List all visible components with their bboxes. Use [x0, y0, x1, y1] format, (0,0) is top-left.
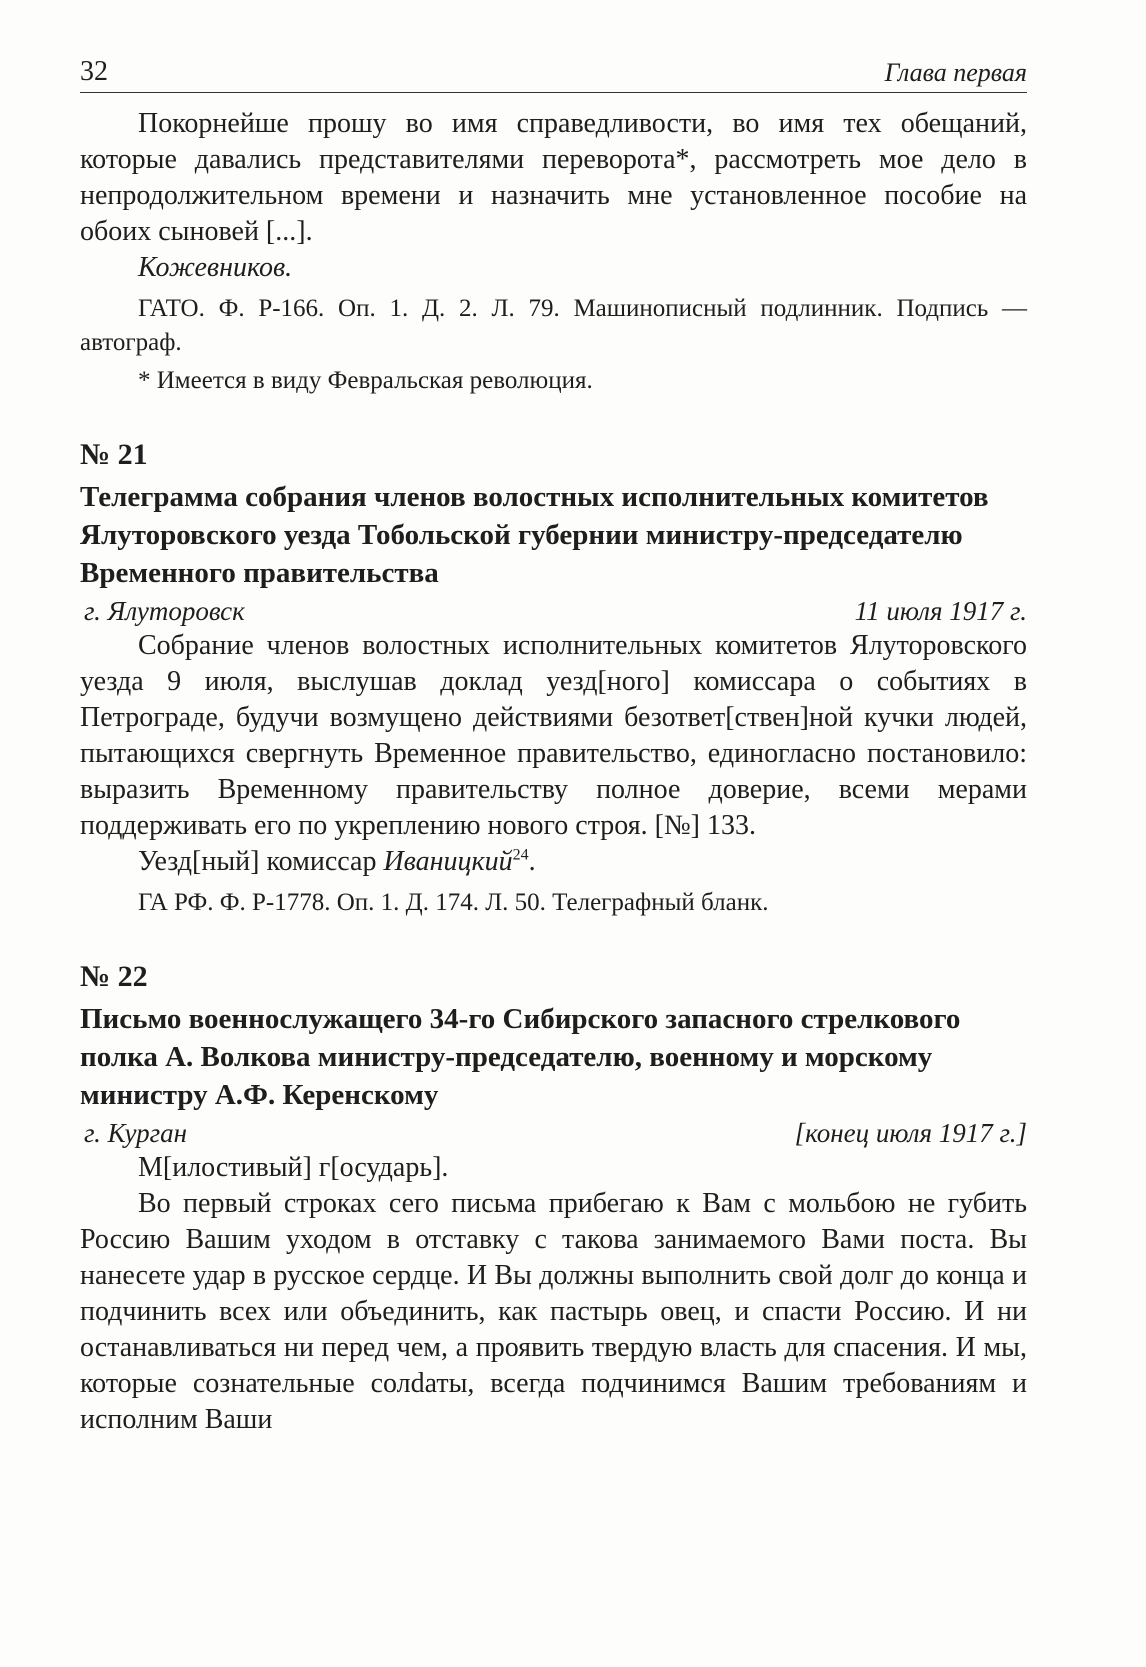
doc21-signature [80, 844, 1027, 880]
doc21-source-note: ГА РФ. Ф. Р-1778. Оп. 1. Д. 174. Л. 50. Телеграфный бланк. [138, 889, 769, 916]
doc21-place: г. Ялуторовск [84, 596, 245, 626]
doc22-paragraph: Во первый строках сего письма прибегаю к Вам с мольбою не губить Россию Вашим уходом в отставку с такова занимаемого Вами поста. Вы нанесете удар в русское сердце. И Вы должны выполнить свой долг до конца и подчинить всех или объединить, как пастырь овец, и спасти Россию. И ни останавливаться ни перед чем, а проявить твердую власть для спасения. И мы, которые сознательные солdаты, всегда подчинимся Вашим требованиям и исполним Ваши [80, 1188, 1027, 1435]
doc22-place: г. Курган [84, 1118, 188, 1148]
doc21-title: Телеграмма собрания членов волостных исполнительных комитетов Ялуторовского уезда Тобольской губернии министру-председателю Временного правительства [80, 481, 989, 589]
doc21-signature-name: Иваницкий [383, 846, 513, 877]
doc21-paragraph: Собрание членов волостных исполнительных комитетов Ялуторовского уезда 9 июля, выслушав доклад уезд[ного] комиссара о событиях в Петрограде, будучи возмущено действиями безответ[ствен]ной кучки людей, пытающихся свергнуть Временное правительство, единогласно постановило: выразить Временному правительству полное доверие, всеми мерами поддерживать его по укреплению нового строя. [№] 133. [80, 630, 1027, 841]
page-content [80, 106, 1027, 1438]
doc22-number: № 22 [80, 960, 148, 993]
running-head: Глава первая [884, 58, 1027, 87]
doc21-signature-prefix: Уезд[ный] комиссар [138, 846, 384, 877]
document-22 [80, 958, 1027, 1438]
doc22-date: [конец июля 1917 г.] [794, 1118, 1027, 1148]
doc22-salutation: М[илостивый] г[осударь]. [138, 1152, 449, 1183]
header-rule [80, 92, 1027, 93]
doc20-source-note: ГАТО. Ф. Р-166. Оп. 1. Д. 2. Л. 79. Машинописный подлинник. Подпись — автограф. [80, 295, 1027, 356]
doc20-paragraph: Покорнейше прошу во имя справедливости, во имя тех обещаний, которые давались представителями переворота*, рассмотреть мое дело в непродолжительном времени и назначить мне установленное пособие на обоих сыновей [...]. [80, 108, 1027, 247]
doc21-place-date [80, 594, 1027, 628]
doc22-place-date [80, 1116, 1027, 1150]
doc20-footnote: * Имеется в виду Февральская революция. [138, 367, 593, 394]
doc22-title: Письмо военнослужащего 34-го Сибирского запасного стрелкового полка А. Волкова министру-председателю, военному и морскому министру А.Ф. Керенскому [80, 1003, 961, 1111]
doc21-date: 11 июля 1917 г. [854, 596, 1027, 626]
page-number: 32 [80, 56, 108, 87]
doc21-signature-suffix: . [528, 846, 536, 877]
doc21-note-reference: 24 [512, 846, 529, 864]
document-20-continuation [80, 106, 1027, 398]
document-21 [80, 436, 1027, 920]
doc20-signature: Кожевников. [138, 252, 293, 283]
page-header [80, 52, 1027, 92]
doc21-number: № 21 [80, 438, 148, 471]
